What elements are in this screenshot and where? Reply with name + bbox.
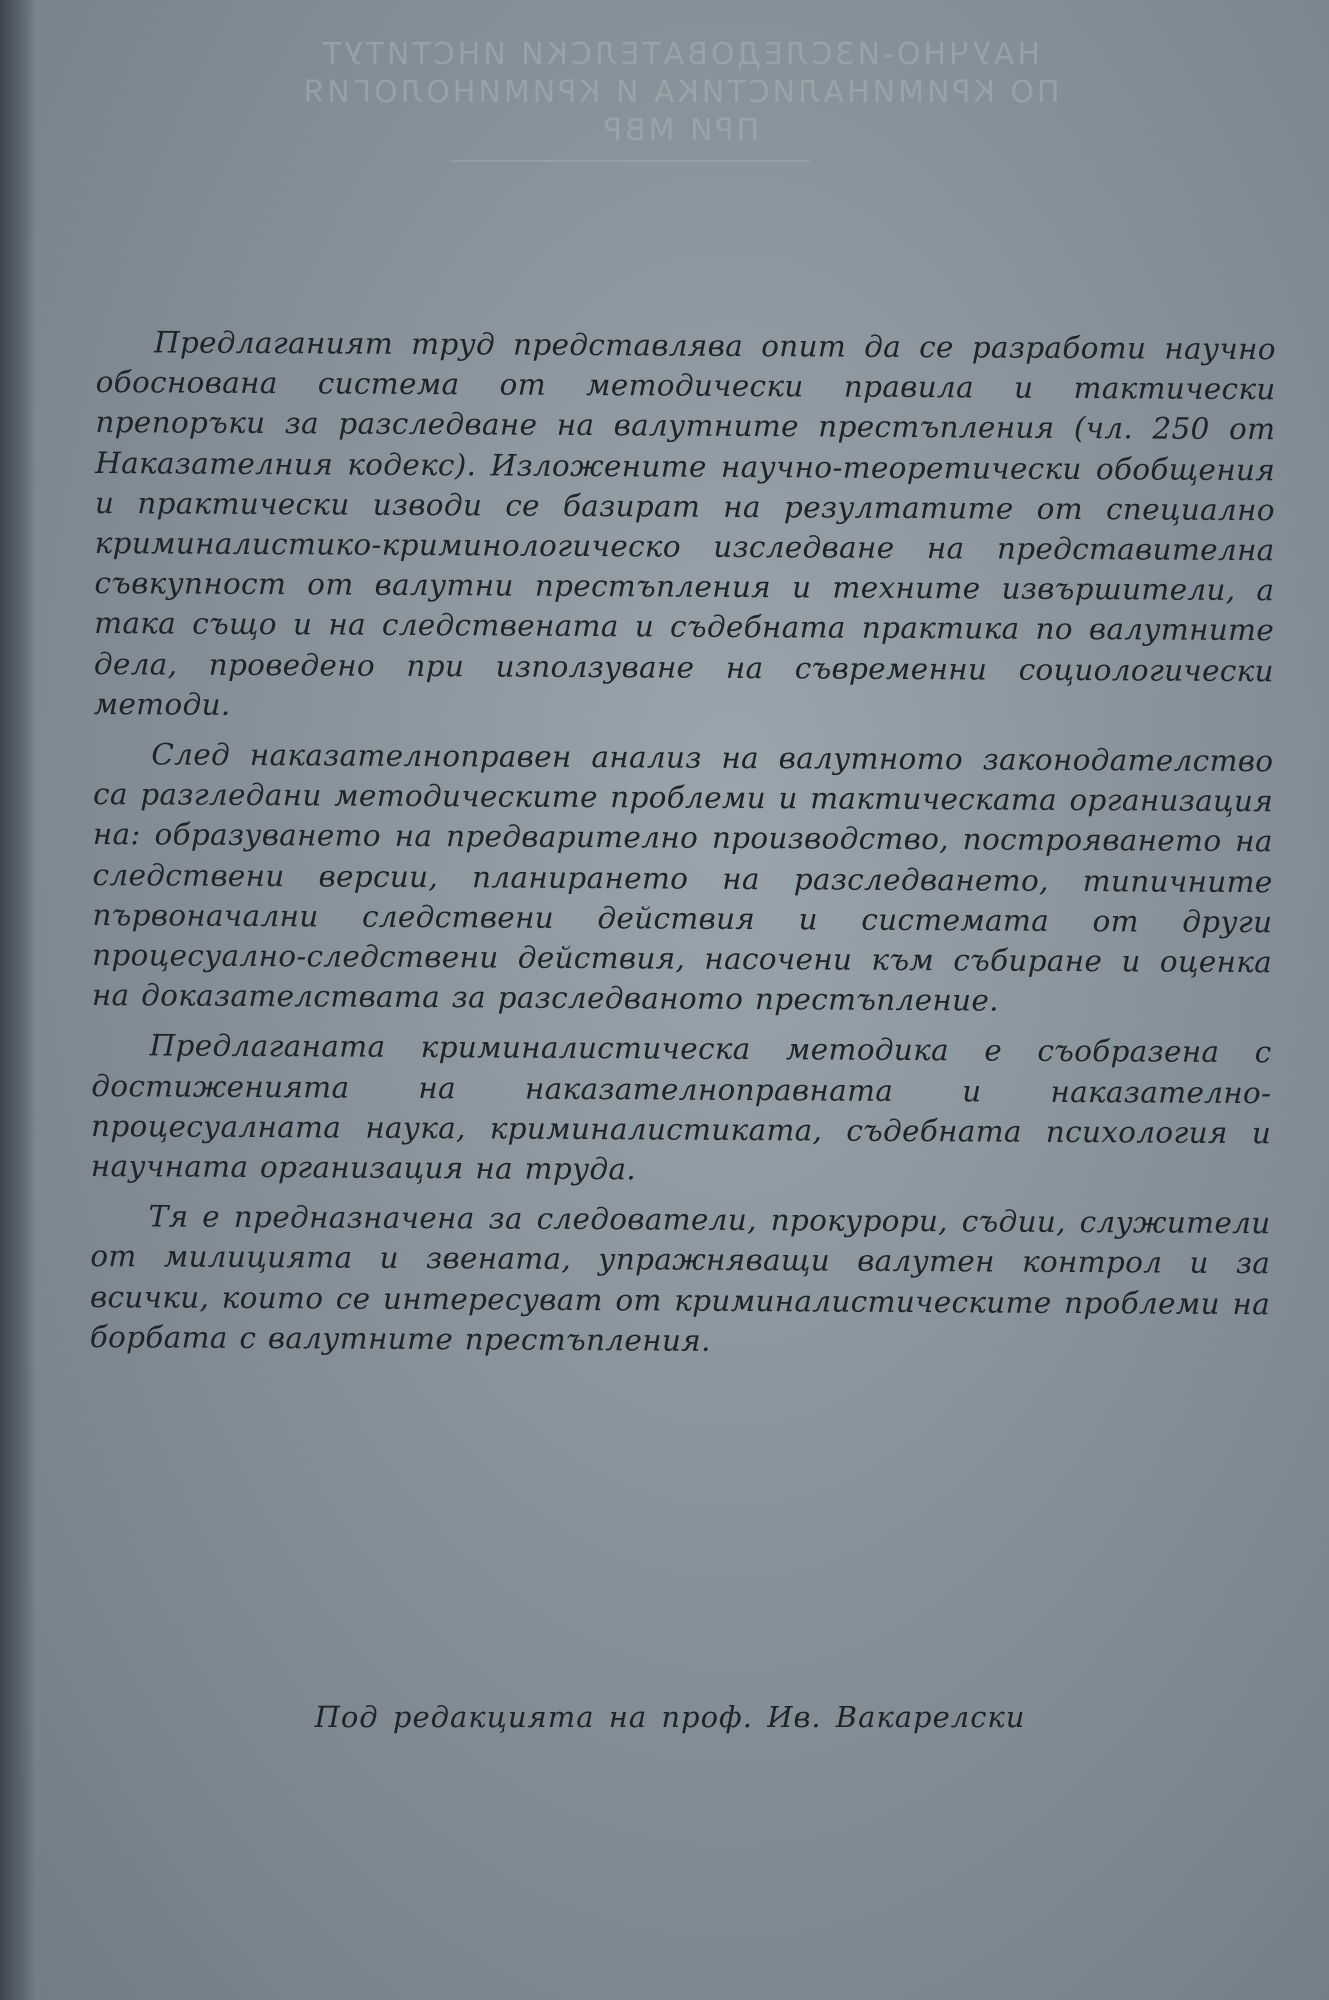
- abstract-paragraph: След наказателноправен анализ на валутното законодателство са разгледани методическите проблеми и тактическата организация на: образуването на предварително производство, построяването на следствени версии, планирането на разследването, типичните първоначални следствени действия и системата от други процесуално-следствени действия, насочени към събиране и оценка на доказателствата за разследваното престъпление.: [91, 737, 1274, 1018]
- abstract-text: [90, 322, 1276, 1374]
- bleed-through-line: ПО КРИМИНАЛИСТИКА И КРИМИНОЛОГИЯ: [300, 75, 1060, 110]
- abstract-paragraph: Предлаганият труд представлява опит да се разработи научно обоснована система от методически правила и тактически препоръки за разследване на валутните престъпления (чл. 250 от Наказателния кодекс). Изложените научно-теоретически обобщения и практически изводи се базират на резултатите от специално криминалистико-криминологическо изследване на представителна съвкупност от валутни престъпления и техните извършители, а така също и на следствената и съдебната практика по валутните дела, проведено при използуване на съвременни социологически методи.: [93, 325, 1276, 722]
- abstract-paragraph: Тя е предназначена за следователи, прокурори, съдии, служители от милицията и звената, упражняващи валутен контрол и за всички, които се интересуват от криминалистическите проблеми на борбата с валутните престъпления.: [89, 1199, 1271, 1358]
- editor-credit: Под редакцията на проф. Ив. Вакарелски: [314, 1700, 1026, 1734]
- bleed-through-line: ПРИ МВР: [600, 113, 760, 148]
- bleed-through-header: [300, 36, 1060, 150]
- abstract-paragraph: Предлаганата криминалистическа методика е съобразена с достиженията на наказателноправната и наказателно-процесуалната наука, криминалистиката, съдебната психология и научната организация на труда.: [90, 1028, 1272, 1187]
- page-gutter-shadow: [0, 0, 36, 2000]
- bleed-through-rule: [450, 160, 810, 162]
- bleed-through-line: НАУЧНО-ИЗСЛЕДОВАТЕЛСКИ ИНСТИТУТ: [320, 37, 1040, 72]
